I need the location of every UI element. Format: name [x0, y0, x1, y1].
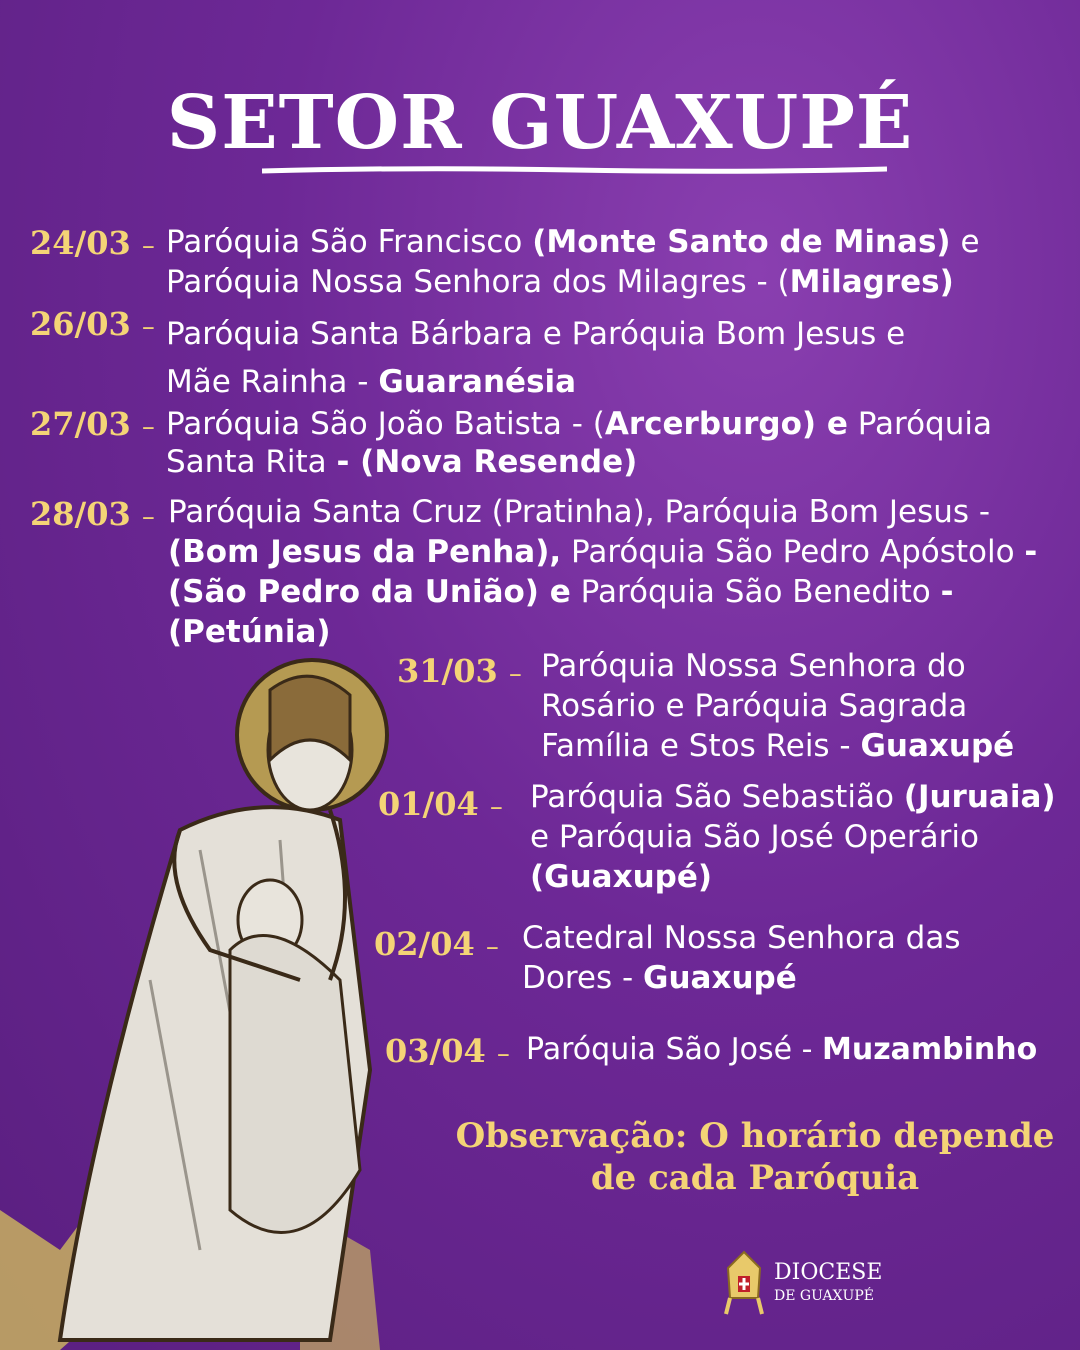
entry-text-part: Paróquia Santa Cruz (Pratinha), Paróquia Bom Jesus - [168, 494, 991, 530]
entry-text-part: Paróquia Santa Bárbara e Paróquia Bom Jesus e Mãe Rainha - [166, 316, 906, 400]
schedule-entry [526, 1030, 1076, 1070]
title-underline [262, 165, 887, 175]
entry-text-part: Paróquia São Pedro Apóstolo [561, 534, 1025, 570]
entry-text-part: Guaranésia [378, 364, 577, 400]
schedule-date: 27/03 – [30, 405, 155, 443]
entry-text-part: Paróquia São Francisco [166, 224, 533, 260]
schedule-entry [530, 777, 1075, 897]
entry-text-part: e Paróquia São José Operário [530, 819, 979, 855]
diocese-logo [716, 1248, 886, 1318]
entry-text-part: Paróquia Santa Rita [166, 406, 992, 480]
observation-note: Observação: O horário depende de cada Paróquia [455, 1116, 1055, 1198]
entry-text-part: Guaxupé [860, 728, 1015, 764]
entry-text-part: Paróquia São Benedito [570, 574, 941, 610]
entry-text-part: Muzambinho [821, 1032, 1038, 1067]
entry-text-part: - (São Pedro da União) e [168, 534, 1038, 610]
schedule-date: 31/03 – [397, 652, 522, 690]
mitre-icon [716, 1248, 772, 1318]
christ-embrace-illustration [0, 650, 420, 1350]
entry-text-part: Paróquia São Sebastião [530, 779, 904, 815]
entry-text-part: - (Petúnia) [168, 574, 954, 650]
logo-line-2: DE GUAXUPÉ [774, 1288, 874, 1304]
schedule-date: 02/04 – [374, 925, 499, 963]
schedule-date: 01/04 – [378, 785, 503, 823]
entry-text-part: Paróquia São João Batista - ( [166, 406, 605, 442]
entry-text-part: - (Nova Resende) [336, 444, 638, 480]
schedule-date: 03/04 – [385, 1032, 510, 1070]
entry-text-part: Paróquia Nossa Senhora do Rosário e Paróquia Sagrada Família e Stos Reis - [541, 648, 968, 764]
schedule-entry [522, 918, 1002, 998]
entry-text-part: Arcerburgo) e [604, 406, 848, 442]
entry-text-part: (Juruaia) [903, 779, 1056, 815]
schedule-entry [541, 646, 1041, 766]
entry-text-part: (Monte Santo de Minas) [532, 224, 951, 260]
schedule-date: 24/03 – [30, 224, 155, 262]
entry-text-part: Guaxupé [643, 960, 797, 996]
schedule-entry [166, 405, 1056, 481]
entry-text-part: e Paróquia Nossa Senhora dos Milagres - ( [166, 224, 980, 300]
logo-line-1: DIOCESE [774, 1260, 883, 1285]
schedule-entry [168, 492, 1058, 652]
entry-text-part: Catedral Nossa Senhora das Dores - [522, 920, 961, 996]
entry-text-part: (Guaxupé) [530, 859, 713, 895]
schedule-entry [166, 222, 1046, 302]
entry-text-part: Paróquia São José - [526, 1032, 822, 1067]
entry-text-part: Milagres) [789, 264, 954, 300]
schedule-date: 26/03 – [30, 305, 155, 343]
entry-text-part: (Bom Jesus da Penha), [168, 534, 562, 570]
schedule-date: 28/03 – [30, 495, 155, 533]
schedule-entry [166, 310, 946, 406]
page-title: SETOR GUAXUPÉ [166, 80, 914, 166]
